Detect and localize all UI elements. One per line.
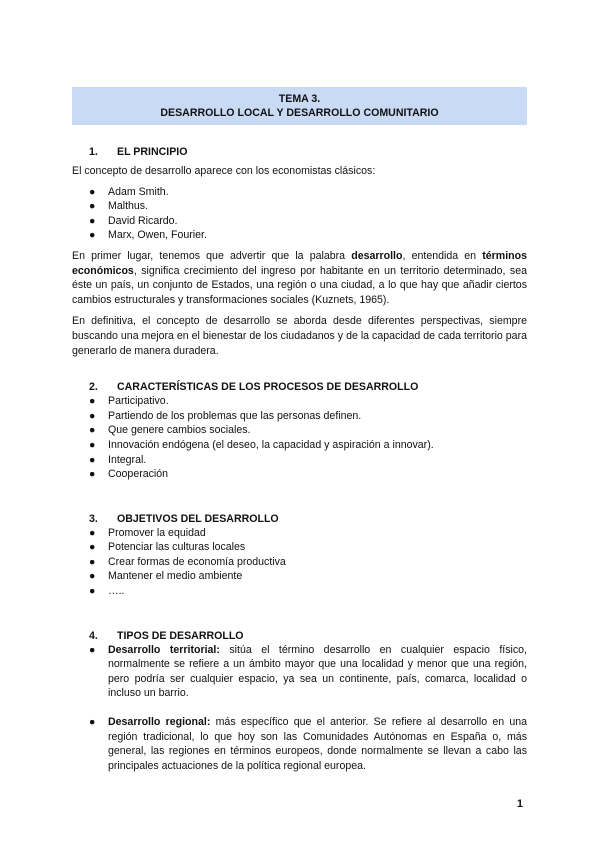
document-page <box>72 87 527 773</box>
bullet-icon: ● <box>89 214 96 227</box>
list-item: ● Desarrollo regional: más específico que el anterior. Se refiere al desarrollo en una región tradicional, lo que hoy son las Comunidades Autónomas en España o, más general, las regiones en términos europeos, donde normalmente se llevan a cabo las principales actuaciones de la política regional europea. <box>89 716 528 772</box>
term-label: Desarrollo regional: <box>108 716 211 729</box>
list-item: ● Adam Smith. <box>89 185 169 198</box>
bullet-icon: ● <box>89 453 96 466</box>
bullet-icon: ● <box>89 200 96 213</box>
page-number: 1 <box>516 798 523 810</box>
section-2-title: CARACTERÍSTICAS DE LOS PROCESOS DE DESARROLLO <box>117 381 419 394</box>
section-3-number: 3. <box>89 512 98 525</box>
bullet-icon: ● <box>89 643 96 656</box>
title-banner <box>72 87 527 125</box>
section-1-heading <box>72 145 527 159</box>
bullet-icon: ● <box>89 468 96 481</box>
bullet-icon: ● <box>89 229 96 242</box>
bullet-icon: ● <box>89 716 96 729</box>
bullet-icon: ● <box>89 541 96 554</box>
list-item: ● Potenciar las culturas locales <box>89 541 246 554</box>
section-2-list <box>72 394 527 482</box>
bullet-icon: ● <box>89 424 96 437</box>
section-1-list <box>72 185 527 243</box>
bullet-icon: ● <box>89 555 96 568</box>
list-item: ● Que genere cambios sociales. <box>89 424 251 437</box>
section-3-list <box>72 526 527 599</box>
section-4-title: TIPOS DE DESARROLLO <box>117 629 244 642</box>
bullet-icon: ● <box>89 570 96 583</box>
section-3-title: OBJETIVOS DEL DESARROLLO <box>117 512 279 525</box>
section-2-heading <box>72 380 527 394</box>
section-1-title: EL PRINCIPIO <box>117 146 188 158</box>
bullet-icon: ● <box>89 438 96 451</box>
list-item: ● David Ricardo. <box>89 214 178 227</box>
list-item: ● Crear formas de economía productiva <box>89 555 286 568</box>
list-item: ● Cooperación <box>89 468 169 481</box>
list-item: ● Partiendo de los problemas que las personas definen. <box>89 409 362 422</box>
section-4-number: 4. <box>89 629 98 642</box>
section-2-number: 2. <box>89 381 98 394</box>
section-1-paragraph-2: En definitiva, el concepto de desarrollo se aborda desde diferentes perspectivas, siempre buscando una mejora en el bienestar de los ciudadanos y de la capacidad de cada territorio para generarlo de manera duradera. <box>72 315 527 357</box>
section-1-paragraph-1: En primer lugar, tenemos que advertir que la palabra desarrollo, entendida en términos económicos, significa crecimiento del ingreso por habitante en un territorio determinado, sea éste un país, un conjunto de Estados, una región o una ciudad, a lo que hay que añadir ciertos cambios estructurales y transformaciones sociales (Kuznets, 1965). <box>72 249 527 306</box>
list-item: ● Participativo. <box>89 395 169 408</box>
section-3-heading <box>72 512 527 526</box>
bullet-icon: ● <box>89 395 96 408</box>
section-4-heading <box>72 629 527 643</box>
list-item: ● ….. <box>89 585 125 598</box>
list-item: ● Innovación endógena (el deseo, la capacidad y aspiración a innovar). <box>89 438 434 451</box>
bullet-icon: ● <box>89 526 96 539</box>
section-1-intro: El concepto de desarrollo aparece con los economistas clásicos: <box>72 165 376 177</box>
title-line-2: DESARROLLO LOCAL Y DESARROLLO COMUNITARIO <box>160 107 439 119</box>
section-4-list <box>72 643 527 774</box>
list-item: ● Mantener el medio ambiente <box>89 570 243 583</box>
bullet-icon: ● <box>89 185 96 198</box>
title-line-1: TEMA 3. <box>278 93 321 105</box>
term-label: Desarrollo territorial: <box>108 643 220 656</box>
bullet-icon: ● <box>89 409 96 422</box>
list-item: ● Desarrollo territorial: sitúa el término desarrollo en cualquier espacio físico, normalmente se refiere a un ámbito mayor que una localidad y menor que una región, pero podría ser cualquier espacio, ya sea un continente, país, comarca, localidad o incluso un barrio. <box>89 643 527 700</box>
section-1-number: 1. <box>89 146 98 158</box>
list-item: ● Integral. <box>89 453 147 466</box>
bullet-icon: ● <box>89 585 96 598</box>
list-item: ● Marx, Owen, Fourier. <box>89 229 207 242</box>
list-item: ● Promover la equidad <box>89 526 206 539</box>
list-item: ● Malthus. <box>89 200 149 213</box>
